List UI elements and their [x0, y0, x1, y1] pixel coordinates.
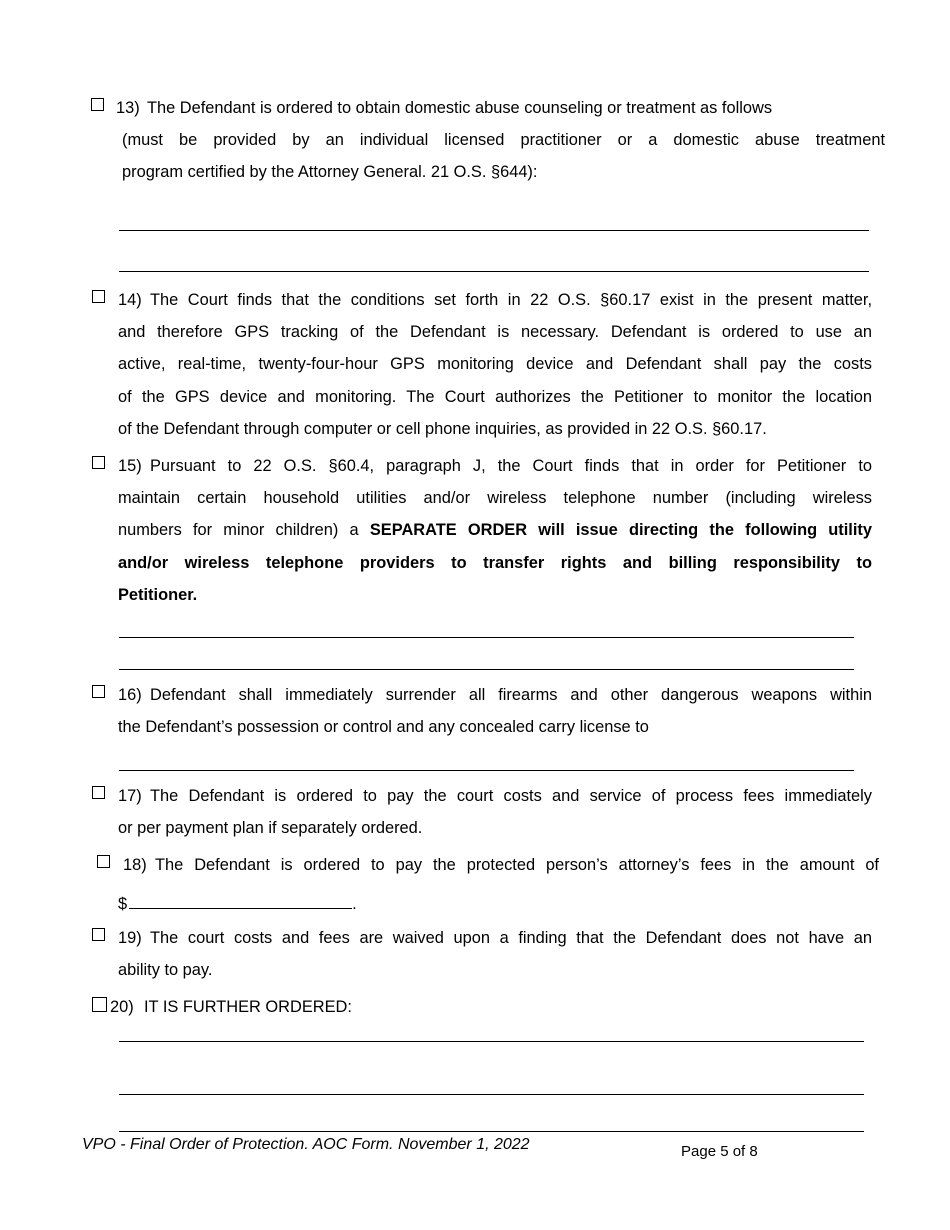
item-13-line-3: program certified by the Attorney General. 21 O.S. §644): [122, 163, 538, 181]
item-14-line-2: and therefore GPS tracking of the Defendant is necessary. Defendant is ordered to use an [118, 323, 872, 341]
attorney-fee-amount-field[interactable] [129, 892, 352, 909]
item-14-number: 14) [118, 291, 142, 309]
item-20-blank-line-1[interactable] [119, 1041, 864, 1042]
checkbox-item-19[interactable] [92, 928, 105, 941]
item-15-line-3 [118, 520, 872, 540]
item-15-blank-line-1[interactable] [119, 637, 854, 638]
item-13-blank-line-2[interactable] [119, 271, 869, 272]
item-15-number: 15) [118, 457, 142, 475]
footer-page-number: Page 5 of 8 [681, 1143, 758, 1160]
item-16-line-1: Defendant shall immediately surrender all firearms and other dangerous weapons within [150, 686, 872, 704]
item-13-line-1: The Defendant is ordered to obtain domestic abuse counseling or treatment as follows [147, 99, 773, 117]
checkbox-item-16[interactable] [92, 685, 105, 698]
checkbox-item-14[interactable] [92, 290, 105, 303]
currency-symbol: $ [118, 895, 128, 913]
item-14-line-3: active, real-time, twenty-four-hour GPS monitoring device and Defendant shall pay the costs [118, 355, 872, 373]
item-17-number: 17) [118, 787, 142, 805]
amount-period: . [352, 895, 357, 913]
item-15-line-3-bold: SEPARATE ORDER will issue directing the following utility [369, 521, 872, 539]
item-15-line-1: Pursuant to 22 O.S. §60.4, paragraph J, the Court finds that in order for Petitioner to [150, 457, 872, 475]
checkbox-item-20[interactable] [92, 997, 107, 1012]
item-20-line-1: IT IS FURTHER ORDERED: [144, 998, 352, 1016]
item-15-bold-line-1: and/or wireless telephone providers to transfer rights and billing responsibility to [118, 554, 872, 572]
item-15-bold-line-2: Petitioner. [118, 586, 198, 604]
item-14-line-1: The Court finds that the conditions set forth in 22 O.S. §60.17 exist in the present matter, [150, 291, 872, 309]
item-19-line-2: ability to pay. [118, 961, 213, 979]
item-18-line-1: The Defendant is ordered to pay the protected person’s attorney’s fees in the amount of [155, 856, 879, 874]
item-17-line-2: or per payment plan if separately ordered. [118, 819, 423, 837]
item-15-line-3-plain: numbers for minor children) a [118, 521, 359, 539]
item-13-blank-line-1[interactable] [119, 230, 869, 231]
checkbox-item-13[interactable] [91, 98, 104, 111]
item-19-line-1: The court costs and fees are waived upon a finding that the Defendant does not have an [150, 929, 872, 947]
item-20-number: 20) [110, 998, 134, 1016]
item-14-line-5: of the Defendant through computer or cell phone inquiries, as provided in 22 O.S. §60.17. [118, 420, 767, 438]
item-16-number: 16) [118, 686, 142, 704]
checkbox-item-18[interactable] [97, 855, 110, 868]
item-20-blank-line-3[interactable] [119, 1131, 864, 1132]
item-13-number: 13) [116, 99, 140, 117]
item-16-line-2: the Defendant’s possession or control and any concealed carry license to [118, 718, 649, 736]
item-13-line-2: (must be provided by an individual licensed practitioner or a domestic abuse treatment [122, 131, 885, 149]
checkbox-item-17[interactable] [92, 786, 105, 799]
item-15-line-2: maintain certain household utilities and/or wireless telephone number (including wireless [118, 489, 872, 507]
item-17-line-1: The Defendant is ordered to pay the court costs and service of process fees immediately [150, 787, 872, 805]
item-20-blank-line-2[interactable] [119, 1094, 864, 1095]
checkbox-item-15[interactable] [92, 456, 105, 469]
item-15-blank-line-2[interactable] [119, 669, 854, 670]
footer-form-title: VPO - Final Order of Protection. AOC Form. November 1, 2022 [82, 1136, 530, 1153]
item-16-blank-line[interactable] [119, 770, 854, 771]
item-18-amount-row [118, 892, 357, 914]
item-14-line-4: of the GPS device and monitoring. The Court authorizes the Petitioner to monitor the location [118, 388, 872, 406]
item-19-number: 19) [118, 929, 142, 947]
item-18-number: 18) [123, 856, 147, 874]
